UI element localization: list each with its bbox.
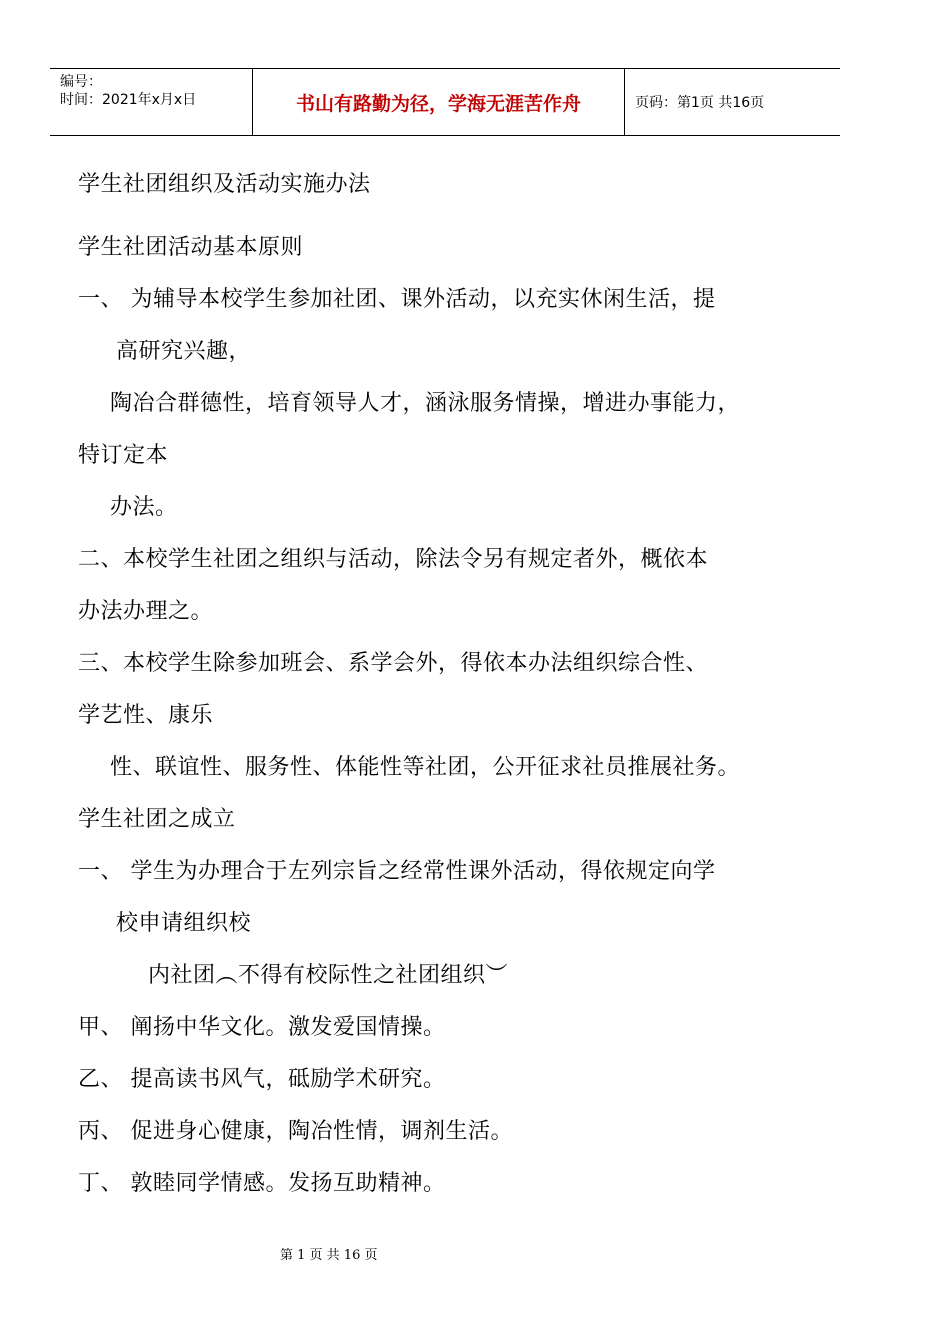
paragraph-line: 特订定本 (78, 443, 169, 468)
header-meta (50, 69, 253, 135)
paragraph-line: 校申请组织校 (116, 911, 252, 936)
header-motto: 书山有路勤为径，学海无涯苦作舟 (253, 69, 625, 135)
list-item: 甲、 阐扬中华文化。激发爱国情操。 (78, 1015, 446, 1040)
page-header (50, 68, 840, 136)
paragraph-line: 一、 学生为办理合于左列宗旨之经常性课外活动，得依规定向学 (78, 859, 716, 884)
paragraph-line: 性、联谊性、服务性、体能性等社团，公开征求社员推展社务。 (110, 755, 741, 780)
list-item: 丙、 促进身心健康，陶冶性情，调剂生活。 (78, 1119, 513, 1144)
section-heading: 学生社团活动基本原则 (78, 235, 304, 260)
time-label: 时间：2021年x月x日 (60, 92, 197, 108)
paragraph-line: 一、 为辅导本校学生参加社团、课外活动，以充实休闲生活，提 (78, 287, 716, 312)
number-label: 编号： (60, 74, 102, 90)
paragraph-line: 三、本校学生除参加班会、系学会外，得依本办法组织综合性、 (78, 651, 709, 676)
paragraph-line: 学艺性、康乐 (78, 703, 214, 728)
page-footer: 第 1 页 共 16 页 (280, 1248, 378, 1263)
paragraph-line: 高研究兴趣， (116, 339, 252, 364)
section-heading: 学生社团之成立 (78, 807, 236, 832)
header-page-info: 页码：第1页 共16页 (635, 95, 765, 111)
paragraph-line: 陶冶合群德性，培育领导人才，涵泳服务情操，增进办事能力， (110, 391, 741, 416)
list-item: 丁、 敦睦同学情感。发扬互助精神。 (78, 1171, 446, 1196)
list-item: 乙、 提高读书风气，砥励学术研究。 (78, 1067, 446, 1092)
paragraph-line: 二、本校学生社团之组织与活动，除法令另有规定者外，概依本 (78, 547, 709, 572)
paragraph-line: 办法办理之。 (78, 599, 214, 624)
paragraph-line: 内社团︵不得有校际性之社团组织︶ (148, 963, 509, 988)
paragraph-line: 办法。 (110, 495, 178, 520)
doc-title: 学生社团组织及活动实施办法 (78, 172, 371, 197)
